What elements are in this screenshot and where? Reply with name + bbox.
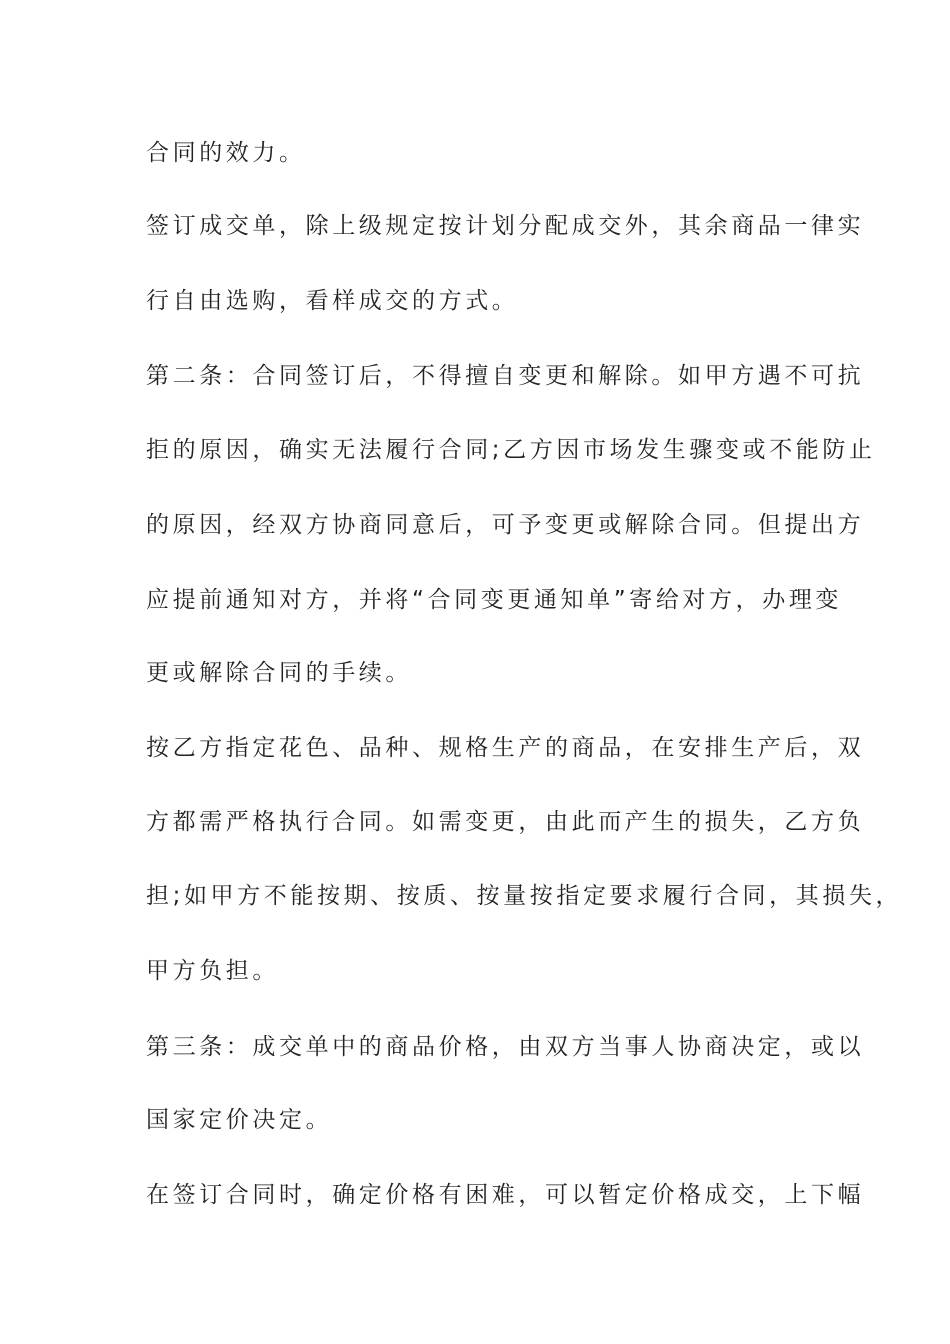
- text-line: 甲方负担。: [146, 958, 279, 984]
- text-line: 第三条：成交单中的商品价格，由双方当事人协商决定，或以: [146, 1034, 865, 1060]
- text-line: 按乙方指定花色、品种、规格生产的商品，在安排生产后，双: [146, 735, 865, 761]
- text-line: 更或解除合同的手续。: [146, 660, 412, 686]
- text-line: 行自由选购，看样成交的方式。: [146, 288, 519, 314]
- text-line: 应提前通知对方，并将“合同变更通知单”寄给对方，办理变: [146, 587, 843, 613]
- text-line: 担;如甲方不能按期、按质、按量按指定要求履行合同，其损失，: [146, 883, 903, 909]
- text-line: 在签订合同时，确定价格有困难，可以暂定价格成交，上下幅: [146, 1182, 865, 1208]
- text-line: 第二条：合同签订后，不得擅自变更和解除。如甲方遇不可抗: [146, 363, 865, 389]
- text-line: 的原因，经双方协商同意后，可予变更或解除合同。但提出方: [146, 512, 865, 538]
- text-line: 拒的原因，确实无法履行合同;乙方因市场发生骤变或不能防止: [146, 437, 876, 463]
- text-line: 签订成交单，除上级规定按计划分配成交外，其余商品一律实: [146, 213, 865, 239]
- text-line: 方都需严格执行合同。如需变更，由此而产生的损失，乙方负: [146, 809, 865, 835]
- text-line: 国家定价决定。: [146, 1107, 333, 1133]
- text-line: 合同的效力。: [146, 140, 306, 166]
